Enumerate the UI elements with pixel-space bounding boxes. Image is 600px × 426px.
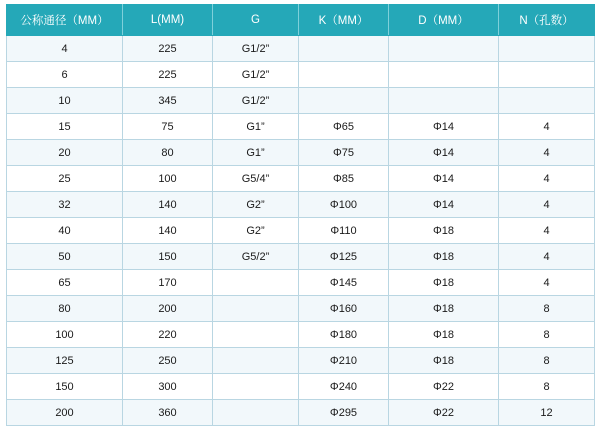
cell-d: Φ18	[389, 218, 499, 244]
cell-k: Φ145	[299, 270, 389, 296]
table-row	[7, 88, 595, 114]
cell-l: 140	[123, 192, 213, 218]
cell-l: 300	[123, 374, 213, 400]
table-row	[7, 374, 595, 400]
cell-k	[299, 88, 389, 114]
table-row	[7, 244, 595, 270]
table-header	[7, 5, 595, 36]
cell-g: G1/2”	[213, 36, 299, 62]
cell-k: Φ210	[299, 348, 389, 374]
cell-nominal-diameter: 4	[7, 36, 123, 62]
cell-d	[389, 62, 499, 88]
cell-n: 8	[499, 348, 595, 374]
cell-n: 4	[499, 140, 595, 166]
column-header-d: D（MM）	[389, 5, 499, 36]
table-body	[7, 36, 595, 426]
column-header-l: L(MM)	[123, 5, 213, 36]
column-header-k: K（MM）	[299, 5, 389, 36]
cell-l: 220	[123, 322, 213, 348]
table-row	[7, 400, 595, 426]
cell-l: 150	[123, 244, 213, 270]
cell-nominal-diameter: 65	[7, 270, 123, 296]
cell-d: Φ14	[389, 166, 499, 192]
cell-k: Φ110	[299, 218, 389, 244]
table-row	[7, 140, 595, 166]
cell-n: 4	[499, 114, 595, 140]
cell-l: 250	[123, 348, 213, 374]
table-row	[7, 218, 595, 244]
cell-l: 360	[123, 400, 213, 426]
cell-g	[213, 374, 299, 400]
cell-nominal-diameter: 50	[7, 244, 123, 270]
cell-d: Φ18	[389, 296, 499, 322]
table-header-row	[7, 5, 595, 36]
specification-table	[6, 4, 595, 426]
cell-n: 8	[499, 296, 595, 322]
cell-g	[213, 270, 299, 296]
table-row	[7, 36, 595, 62]
cell-d: Φ18	[389, 322, 499, 348]
cell-g: G2”	[213, 218, 299, 244]
cell-d: Φ22	[389, 400, 499, 426]
cell-n: 4	[499, 218, 595, 244]
cell-l: 75	[123, 114, 213, 140]
cell-nominal-diameter: 150	[7, 374, 123, 400]
table-row	[7, 192, 595, 218]
table-row	[7, 348, 595, 374]
cell-nominal-diameter: 15	[7, 114, 123, 140]
cell-n: 12	[499, 400, 595, 426]
cell-nominal-diameter: 125	[7, 348, 123, 374]
cell-l: 225	[123, 62, 213, 88]
cell-d: Φ14	[389, 114, 499, 140]
cell-nominal-diameter: 40	[7, 218, 123, 244]
cell-d: Φ18	[389, 348, 499, 374]
cell-g	[213, 296, 299, 322]
cell-l: 200	[123, 296, 213, 322]
cell-d: Φ18	[389, 244, 499, 270]
cell-nominal-diameter: 32	[7, 192, 123, 218]
cell-nominal-diameter: 25	[7, 166, 123, 192]
table-row	[7, 62, 595, 88]
cell-n: 4	[499, 166, 595, 192]
cell-l: 345	[123, 88, 213, 114]
cell-k: Φ180	[299, 322, 389, 348]
cell-d: Φ14	[389, 192, 499, 218]
cell-k: Φ160	[299, 296, 389, 322]
cell-n: 8	[499, 374, 595, 400]
cell-g	[213, 348, 299, 374]
table-row	[7, 322, 595, 348]
cell-d	[389, 88, 499, 114]
cell-n: 4	[499, 270, 595, 296]
cell-g: G1/2”	[213, 88, 299, 114]
table-row	[7, 296, 595, 322]
cell-l: 140	[123, 218, 213, 244]
cell-g	[213, 400, 299, 426]
cell-n	[499, 36, 595, 62]
cell-nominal-diameter: 6	[7, 62, 123, 88]
table-row	[7, 166, 595, 192]
cell-g: G2”	[213, 192, 299, 218]
cell-l: 100	[123, 166, 213, 192]
cell-k	[299, 62, 389, 88]
cell-k: Φ85	[299, 166, 389, 192]
cell-k: Φ65	[299, 114, 389, 140]
table-row	[7, 114, 595, 140]
cell-nominal-diameter: 100	[7, 322, 123, 348]
cell-l: 225	[123, 36, 213, 62]
cell-g: G1/2”	[213, 62, 299, 88]
cell-nominal-diameter: 200	[7, 400, 123, 426]
cell-n	[499, 88, 595, 114]
cell-nominal-diameter: 10	[7, 88, 123, 114]
cell-k: Φ240	[299, 374, 389, 400]
cell-l: 80	[123, 140, 213, 166]
cell-n: 4	[499, 192, 595, 218]
cell-n: 8	[499, 322, 595, 348]
cell-g: G5/4”	[213, 166, 299, 192]
cell-k: Φ75	[299, 140, 389, 166]
cell-d: Φ22	[389, 374, 499, 400]
cell-g: G5/2”	[213, 244, 299, 270]
cell-g	[213, 322, 299, 348]
cell-d	[389, 36, 499, 62]
cell-d: Φ18	[389, 270, 499, 296]
cell-k: Φ295	[299, 400, 389, 426]
column-header-nominal-diameter: 公称通径（MM）	[7, 5, 123, 36]
cell-d: Φ14	[389, 140, 499, 166]
cell-l: 170	[123, 270, 213, 296]
table-row	[7, 270, 595, 296]
cell-k: Φ125	[299, 244, 389, 270]
cell-k: Φ100	[299, 192, 389, 218]
column-header-g: G	[213, 5, 299, 36]
cell-n: 4	[499, 244, 595, 270]
cell-nominal-diameter: 20	[7, 140, 123, 166]
cell-k	[299, 36, 389, 62]
cell-nominal-diameter: 80	[7, 296, 123, 322]
cell-g: G1”	[213, 114, 299, 140]
column-header-n: N（孔数）	[499, 5, 595, 36]
cell-n	[499, 62, 595, 88]
cell-g: G1”	[213, 140, 299, 166]
